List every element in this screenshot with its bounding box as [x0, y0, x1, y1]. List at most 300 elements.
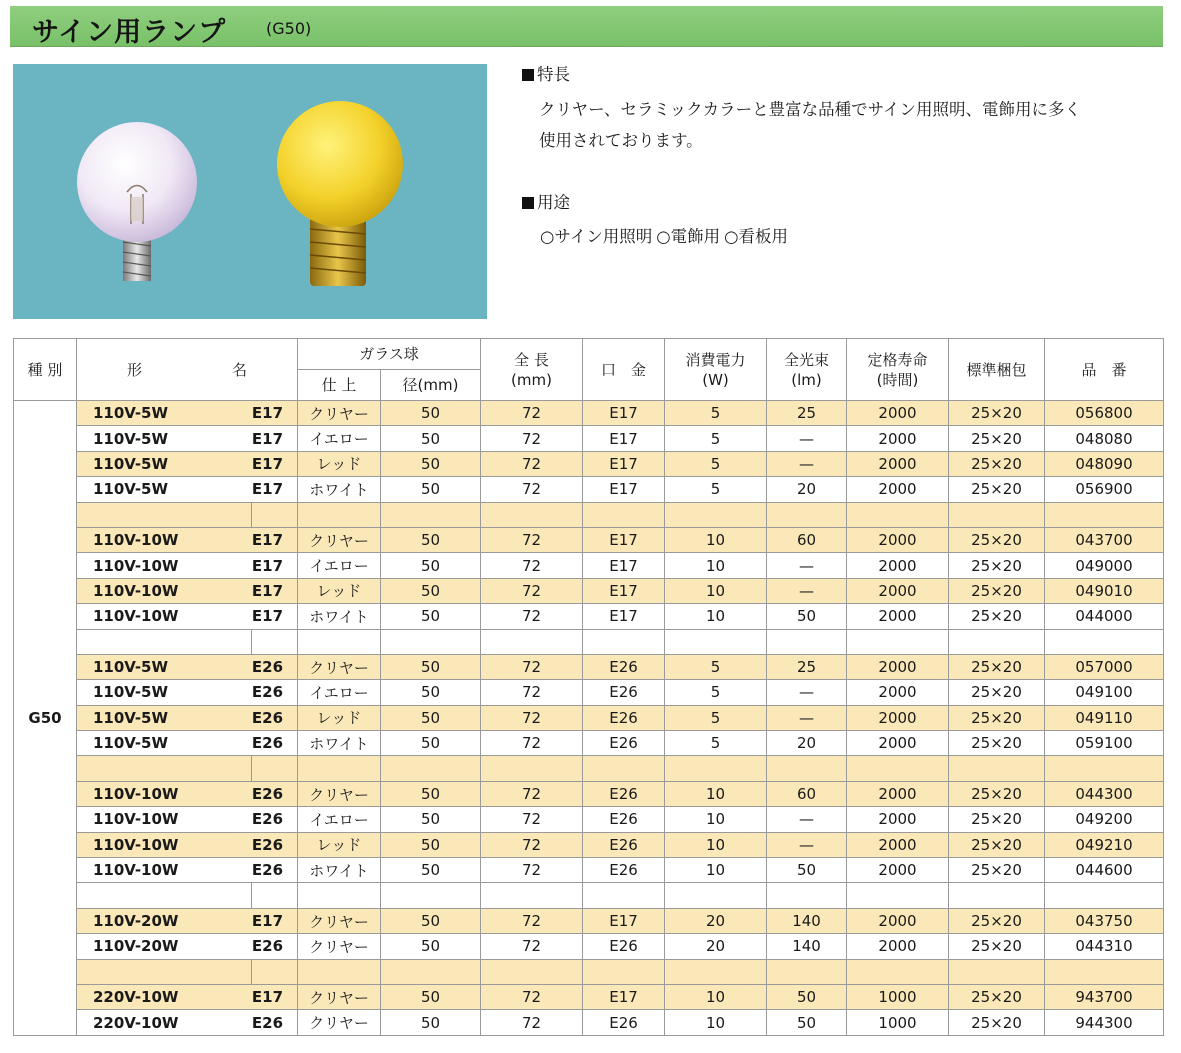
life-cell: 2000 — [847, 807, 949, 832]
blank-cell — [583, 629, 665, 654]
blank-cell — [665, 883, 767, 908]
len-cell: 72 — [481, 984, 583, 1009]
model-cell: 220V-10W — [77, 984, 252, 1009]
life-cell: 2000 — [847, 680, 949, 705]
page-title: サイン用ランプ — [32, 17, 227, 48]
pack-cell: 25×20 — [949, 477, 1045, 502]
blank-cell — [77, 502, 252, 527]
code-cell: 943700 — [1045, 984, 1164, 1009]
pack-cell: 25×20 — [949, 553, 1045, 578]
base-cell: E26 — [583, 858, 665, 883]
lm-cell: — — [767, 451, 847, 476]
life-cell: 1000 — [847, 984, 949, 1009]
usage-list — [540, 223, 1162, 247]
life-cell: 2000 — [847, 908, 949, 933]
finish-cell: レッド — [298, 451, 381, 476]
model-cell: 110V-5W — [77, 680, 252, 705]
pack-cell: 25×20 — [949, 908, 1045, 933]
base-cell: E17 — [583, 401, 665, 426]
table-row — [14, 731, 1164, 756]
len-cell: 72 — [481, 731, 583, 756]
blank-cell — [381, 756, 481, 781]
header-pack: 標準梱包 — [949, 339, 1045, 401]
table-row — [14, 781, 1164, 806]
life-cell: 2000 — [847, 654, 949, 679]
base-cell: E26 — [583, 1010, 665, 1035]
spec-table — [13, 338, 1164, 1036]
page-subtitle: (G50) — [266, 19, 312, 38]
model-base-cell: E26 — [252, 858, 298, 883]
code-cell: 057000 — [1045, 654, 1164, 679]
life-cell: 2000 — [847, 477, 949, 502]
blank-cell — [767, 629, 847, 654]
model-cell: 110V-10W — [77, 578, 252, 603]
len-cell: 72 — [481, 401, 583, 426]
blank-cell — [77, 756, 252, 781]
dia-cell: 50 — [381, 654, 481, 679]
pack-cell: 25×20 — [949, 401, 1045, 426]
len-cell: 72 — [481, 578, 583, 603]
blank-cell — [298, 883, 381, 908]
blank-cell — [583, 959, 665, 984]
model-base-cell: E17 — [252, 426, 298, 451]
header-kind: 種 別 — [14, 339, 77, 401]
blank-cell — [847, 883, 949, 908]
base-cell: E26 — [583, 832, 665, 857]
dia-cell: 50 — [381, 781, 481, 806]
len-cell: 72 — [481, 451, 583, 476]
base-cell: E17 — [583, 477, 665, 502]
header-length: 全 長 (mm) — [481, 339, 583, 401]
table-row — [14, 578, 1164, 603]
w-cell: 10 — [665, 553, 767, 578]
blank-cell — [665, 756, 767, 781]
w-cell: 20 — [665, 934, 767, 959]
blank-cell — [252, 883, 298, 908]
pack-cell: 25×20 — [949, 426, 1045, 451]
life-cell: 2000 — [847, 426, 949, 451]
lm-cell: 20 — [767, 477, 847, 502]
table-row — [14, 477, 1164, 502]
len-cell: 72 — [481, 680, 583, 705]
len-cell: 72 — [481, 654, 583, 679]
w-cell: 10 — [665, 527, 767, 552]
w-cell: 10 — [665, 578, 767, 603]
blank-cell — [949, 959, 1045, 984]
code-cell: 044600 — [1045, 858, 1164, 883]
model-cell: 220V-10W — [77, 1010, 252, 1035]
dia-cell: 50 — [381, 426, 481, 451]
len-cell: 72 — [481, 1010, 583, 1035]
blank-cell — [381, 883, 481, 908]
len-cell: 72 — [481, 908, 583, 933]
model-base-cell: E17 — [252, 527, 298, 552]
blank-cell — [381, 629, 481, 654]
pack-cell: 25×20 — [949, 527, 1045, 552]
blank-cell — [77, 959, 252, 984]
table-row — [14, 426, 1164, 451]
lm-cell: 25 — [767, 654, 847, 679]
code-cell: 049200 — [1045, 807, 1164, 832]
model-base-cell: E17 — [252, 908, 298, 933]
blank-cell — [298, 959, 381, 984]
life-cell: 2000 — [847, 604, 949, 629]
model-cell: 110V-5W — [77, 731, 252, 756]
code-cell: 049110 — [1045, 705, 1164, 730]
usage-item: ○看板用 — [724, 227, 789, 246]
len-cell: 72 — [481, 705, 583, 730]
len-cell: 72 — [481, 934, 583, 959]
lm-cell: — — [767, 578, 847, 603]
yellow-bulb-icon — [277, 101, 403, 286]
blank-cell — [665, 629, 767, 654]
dia-cell: 50 — [381, 451, 481, 476]
finish-cell: クリヤー — [298, 401, 381, 426]
usage-item: ○電飾用 — [656, 227, 721, 246]
blank-cell — [481, 959, 583, 984]
base-cell: E26 — [583, 781, 665, 806]
model-base-cell: E26 — [252, 781, 298, 806]
dia-cell: 50 — [381, 984, 481, 1009]
blank-cell — [767, 502, 847, 527]
finish-cell: クリヤー — [298, 654, 381, 679]
header-base: 口 金 — [583, 339, 665, 401]
life-cell: 2000 — [847, 578, 949, 603]
w-cell: 10 — [665, 858, 767, 883]
blank-cell — [381, 959, 481, 984]
w-cell: 10 — [665, 1010, 767, 1035]
table-row — [14, 451, 1164, 476]
pack-cell: 25×20 — [949, 858, 1045, 883]
blank-cell — [252, 502, 298, 527]
blank-cell — [767, 756, 847, 781]
table-row — [14, 858, 1164, 883]
table-row — [14, 654, 1164, 679]
model-base-cell: E17 — [252, 477, 298, 502]
table-row — [14, 705, 1164, 730]
dia-cell: 50 — [381, 604, 481, 629]
blank-cell — [252, 959, 298, 984]
life-cell: 2000 — [847, 553, 949, 578]
finish-cell: クリヤー — [298, 1010, 381, 1035]
table-row — [14, 604, 1164, 629]
len-cell: 72 — [481, 858, 583, 883]
model-base-cell: E17 — [252, 553, 298, 578]
model-cell: 110V-10W — [77, 858, 252, 883]
blank-cell — [949, 502, 1045, 527]
life-cell: 2000 — [847, 934, 949, 959]
model-cell: 110V-10W — [77, 832, 252, 857]
header-model: 形 名 — [77, 339, 298, 401]
kind-cell: G50 — [14, 401, 77, 1036]
base-cell: E17 — [583, 908, 665, 933]
dia-cell: 50 — [381, 908, 481, 933]
base-cell: E26 — [583, 705, 665, 730]
code-cell: 044300 — [1045, 781, 1164, 806]
title-bar — [10, 6, 1163, 47]
len-cell: 72 — [481, 604, 583, 629]
header-code: 品 番 — [1045, 339, 1164, 401]
base-cell: E17 — [583, 984, 665, 1009]
finish-cell: ホワイト — [298, 477, 381, 502]
lm-cell: 50 — [767, 604, 847, 629]
blank-cell — [665, 959, 767, 984]
model-cell: 110V-10W — [77, 781, 252, 806]
table-row — [14, 527, 1164, 552]
blank-cell — [847, 629, 949, 654]
table-row — [14, 908, 1164, 933]
w-cell: 10 — [665, 832, 767, 857]
separator-row — [14, 756, 1164, 781]
clear-bulb-icon — [77, 122, 197, 281]
finish-cell: レッド — [298, 832, 381, 857]
dia-cell: 50 — [381, 553, 481, 578]
life-cell: 2000 — [847, 401, 949, 426]
blank-cell — [77, 883, 252, 908]
model-base-cell: E26 — [252, 1010, 298, 1035]
blank-cell — [381, 502, 481, 527]
lm-cell: — — [767, 832, 847, 857]
lm-cell: 20 — [767, 731, 847, 756]
len-cell: 72 — [481, 477, 583, 502]
header-finish: 仕 上 — [298, 370, 381, 401]
finish-cell: イエロー — [298, 426, 381, 451]
model-base-cell: E26 — [252, 680, 298, 705]
w-cell: 5 — [665, 401, 767, 426]
model-cell: 110V-10W — [77, 807, 252, 832]
code-cell: 048080 — [1045, 426, 1164, 451]
dia-cell: 50 — [381, 858, 481, 883]
life-cell: 2000 — [847, 731, 949, 756]
finish-cell: レッド — [298, 578, 381, 603]
usage-item: ○サイン用照明 — [540, 227, 653, 246]
base-cell: E17 — [583, 426, 665, 451]
blank-cell — [847, 756, 949, 781]
pack-cell: 25×20 — [949, 604, 1045, 629]
dia-cell: 50 — [381, 934, 481, 959]
lm-cell: — — [767, 705, 847, 730]
blank-cell — [481, 629, 583, 654]
code-cell: 056800 — [1045, 401, 1164, 426]
pack-cell: 25×20 — [949, 578, 1045, 603]
blank-cell — [1045, 883, 1164, 908]
model-base-cell: E26 — [252, 731, 298, 756]
separator-row — [14, 959, 1164, 984]
base-cell: E26 — [583, 654, 665, 679]
len-cell: 72 — [481, 781, 583, 806]
lm-cell: — — [767, 426, 847, 451]
square-bullet-icon — [522, 69, 534, 81]
model-cell: 110V-10W — [77, 604, 252, 629]
model-base-cell: E17 — [252, 401, 298, 426]
product-photo — [13, 64, 487, 319]
model-cell: 110V-5W — [77, 426, 252, 451]
lm-cell: 140 — [767, 934, 847, 959]
spec-table-body — [14, 401, 1164, 1036]
dia-cell: 50 — [381, 680, 481, 705]
blank-cell — [1045, 502, 1164, 527]
pack-cell: 25×20 — [949, 731, 1045, 756]
base-cell: E26 — [583, 807, 665, 832]
blank-cell — [298, 629, 381, 654]
code-cell: 056900 — [1045, 477, 1164, 502]
base-cell: E17 — [583, 451, 665, 476]
dia-cell: 50 — [381, 731, 481, 756]
separator-row — [14, 629, 1164, 654]
blank-cell — [665, 502, 767, 527]
finish-cell: イエロー — [298, 807, 381, 832]
blank-cell — [77, 629, 252, 654]
finish-cell: クリヤー — [298, 781, 381, 806]
table-row — [14, 680, 1164, 705]
life-cell: 2000 — [847, 858, 949, 883]
table-row — [14, 1010, 1164, 1035]
header-glass: ガラス球 — [298, 339, 481, 370]
lm-cell: 50 — [767, 1010, 847, 1035]
base-cell: E17 — [583, 553, 665, 578]
model-base-cell: E26 — [252, 807, 298, 832]
pack-cell: 25×20 — [949, 984, 1045, 1009]
w-cell: 5 — [665, 426, 767, 451]
table-row — [14, 553, 1164, 578]
model-cell: 110V-20W — [77, 934, 252, 959]
blank-cell — [1045, 629, 1164, 654]
header-power: 消費電力 (W) — [665, 339, 767, 401]
len-cell: 72 — [481, 807, 583, 832]
base-cell: E17 — [583, 527, 665, 552]
code-cell: 049000 — [1045, 553, 1164, 578]
w-cell: 10 — [665, 604, 767, 629]
blank-cell — [767, 959, 847, 984]
len-cell: 72 — [481, 832, 583, 857]
blank-cell — [583, 502, 665, 527]
blank-cell — [583, 883, 665, 908]
w-cell: 5 — [665, 731, 767, 756]
base-cell: E17 — [583, 604, 665, 629]
w-cell: 5 — [665, 680, 767, 705]
finish-cell: レッド — [298, 705, 381, 730]
base-cell: E17 — [583, 578, 665, 603]
usage-heading: 用途 — [522, 190, 1162, 216]
dia-cell: 50 — [381, 401, 481, 426]
life-cell: 2000 — [847, 451, 949, 476]
finish-cell: クリヤー — [298, 908, 381, 933]
blank-cell — [481, 756, 583, 781]
table-row — [14, 984, 1164, 1009]
lm-cell: 140 — [767, 908, 847, 933]
len-cell: 72 — [481, 527, 583, 552]
code-cell: 059100 — [1045, 731, 1164, 756]
base-cell: E26 — [583, 934, 665, 959]
model-cell: 110V-5W — [77, 477, 252, 502]
finish-cell: クリヤー — [298, 934, 381, 959]
pack-cell: 25×20 — [949, 934, 1045, 959]
table-row — [14, 832, 1164, 857]
w-cell: 5 — [665, 451, 767, 476]
code-cell: 049010 — [1045, 578, 1164, 603]
life-cell: 2000 — [847, 705, 949, 730]
lm-cell: 25 — [767, 401, 847, 426]
pack-cell: 25×20 — [949, 451, 1045, 476]
code-cell: 049100 — [1045, 680, 1164, 705]
dia-cell: 50 — [381, 1010, 481, 1035]
code-cell: 048090 — [1045, 451, 1164, 476]
square-bullet-icon — [522, 197, 534, 209]
table-row — [14, 934, 1164, 959]
finish-cell: イエロー — [298, 553, 381, 578]
life-cell: 1000 — [847, 1010, 949, 1035]
model-base-cell: E17 — [252, 451, 298, 476]
features-text: クリヤー、セラミックカラーと豊富な品種でサイン用照明、電飾用に多く 使用されております。 — [539, 100, 1082, 150]
blank-cell — [1045, 756, 1164, 781]
dia-cell: 50 — [381, 832, 481, 857]
finish-cell: ホワイト — [298, 858, 381, 883]
pack-cell: 25×20 — [949, 781, 1045, 806]
blank-cell — [252, 756, 298, 781]
pack-cell: 25×20 — [949, 1010, 1045, 1035]
code-cell: 049210 — [1045, 832, 1164, 857]
finish-cell: クリヤー — [298, 527, 381, 552]
model-cell: 110V-5W — [77, 451, 252, 476]
finish-cell: イエロー — [298, 680, 381, 705]
model-base-cell: E26 — [252, 654, 298, 679]
blank-cell — [847, 502, 949, 527]
model-base-cell: E26 — [252, 705, 298, 730]
finish-cell: クリヤー — [298, 984, 381, 1009]
model-base-cell: E26 — [252, 934, 298, 959]
dia-cell: 50 — [381, 477, 481, 502]
code-cell: 043700 — [1045, 527, 1164, 552]
blank-cell — [1045, 959, 1164, 984]
w-cell: 10 — [665, 984, 767, 1009]
blank-cell — [298, 502, 381, 527]
blank-cell — [949, 629, 1045, 654]
model-cell: 110V-10W — [77, 553, 252, 578]
header-lumen: 全光束 (lm) — [767, 339, 847, 401]
table-row — [14, 807, 1164, 832]
life-cell: 2000 — [847, 781, 949, 806]
model-cell: 110V-10W — [77, 527, 252, 552]
pack-cell: 25×20 — [949, 680, 1045, 705]
base-cell: E26 — [583, 731, 665, 756]
separator-row — [14, 883, 1164, 908]
w-cell: 5 — [665, 654, 767, 679]
w-cell: 5 — [665, 705, 767, 730]
code-cell: 043750 — [1045, 908, 1164, 933]
w-cell: 10 — [665, 807, 767, 832]
header-diameter: 径(mm) — [381, 370, 481, 401]
lm-cell: — — [767, 807, 847, 832]
life-cell: 2000 — [847, 527, 949, 552]
w-cell: 5 — [665, 477, 767, 502]
features-section — [522, 62, 1162, 247]
len-cell: 72 — [481, 553, 583, 578]
model-base-cell: E17 — [252, 984, 298, 1009]
lm-cell: — — [767, 680, 847, 705]
lm-cell: — — [767, 553, 847, 578]
len-cell: 72 — [481, 426, 583, 451]
blank-cell — [847, 959, 949, 984]
pack-cell: 25×20 — [949, 705, 1045, 730]
dia-cell: 50 — [381, 705, 481, 730]
features-heading: 特長 — [522, 62, 1162, 88]
header-life: 定格寿命 (時間) — [847, 339, 949, 401]
model-base-cell: E26 — [252, 832, 298, 857]
model-cell: 110V-5W — [77, 401, 252, 426]
pack-cell: 25×20 — [949, 654, 1045, 679]
dia-cell: 50 — [381, 527, 481, 552]
lm-cell: 50 — [767, 984, 847, 1009]
